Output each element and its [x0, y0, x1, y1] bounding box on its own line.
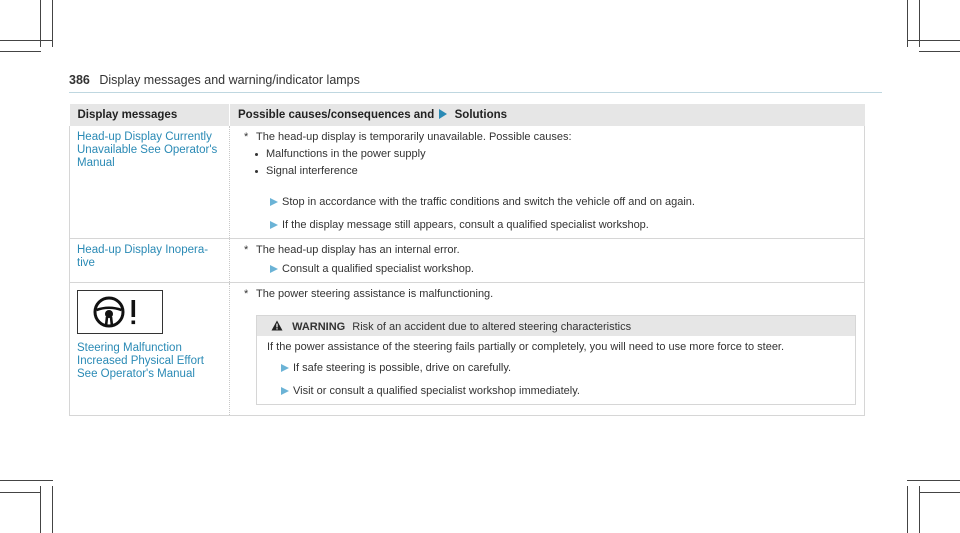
message-cell [70, 239, 230, 283]
table-row [70, 126, 865, 239]
action-arrow-icon [281, 364, 289, 372]
cause-item [244, 131, 856, 144]
solution-cell [230, 239, 865, 283]
header-rule [69, 92, 882, 93]
page-header [69, 73, 360, 87]
action-arrow-icon [270, 198, 278, 206]
table-header-row [70, 104, 865, 126]
action-text: If safe steering is possible, drive on carefully. [293, 362, 512, 374]
column-header-solutions: Solutions [454, 109, 508, 121]
bullet-icon [255, 153, 258, 156]
asterisk-icon: * [244, 244, 249, 256]
action-text: Stop in accordance with the traffic conditions and switch the vehicle off and on again. [282, 196, 695, 208]
column-header-display-messages: Display messages [70, 104, 230, 126]
message-cell [70, 126, 230, 239]
table-row [70, 283, 865, 416]
cause-item [244, 288, 856, 301]
page-title: Display messages and warning/indicator lamps [99, 73, 360, 87]
asterisk-icon: * [244, 288, 249, 300]
steering-wheel-warning-icon [77, 290, 163, 334]
warning-text: If the power assistance of the steering fails partially or completely, you will need to use more force to steer. [267, 341, 785, 353]
crop-mark [0, 492, 41, 493]
action-text: If the display message still appears, consult a qualified specialist workshop. [282, 219, 649, 231]
action-arrow-icon [281, 387, 289, 395]
crop-mark [919, 492, 960, 493]
message-link-hud-unavailable[interactable]: Head-up Display Currently Unavailable See Operator's Manual [77, 131, 218, 169]
cause-text: The head-up display has an internal error. [256, 244, 460, 256]
action-arrow-icon [270, 265, 278, 273]
bullet-item [244, 165, 856, 178]
bullet-item [244, 148, 856, 161]
asterisk-icon: * [244, 131, 249, 143]
crop-mark [919, 486, 920, 533]
bullet-icon [255, 170, 258, 173]
cause-text: The power steering assistance is malfunctioning. [256, 288, 494, 300]
message-link-steering-malfunction[interactable]: Steering Malfunction Increased Physical Effort See Operator's Manual [77, 342, 204, 380]
crop-mark [907, 486, 908, 533]
message-cell [70, 283, 230, 416]
crop-mark [919, 51, 960, 52]
warning-label: WARNING [292, 321, 346, 333]
warning-title: Risk of an accident due to altered steering characteristics [352, 321, 632, 333]
action-text: Visit or consult a qualified specialist workshop immediately. [293, 385, 580, 397]
warning-triangle-icon [271, 320, 283, 334]
action-arrow-icon [270, 221, 278, 229]
action-step [267, 362, 845, 375]
bullet-text: Signal interference [266, 165, 358, 177]
message-link-hud-inoperative[interactable]: Head-up Display Inopera-tive [77, 244, 209, 269]
warning-header [257, 316, 855, 336]
crop-mark [0, 40, 53, 41]
solution-cell [230, 283, 865, 416]
solution-arrow-icon [439, 109, 447, 119]
page-number: 386 [69, 73, 90, 87]
crop-mark [907, 480, 960, 481]
warning-body [257, 336, 855, 404]
display-messages-table [69, 104, 865, 416]
warning-box [256, 315, 856, 405]
crop-mark [0, 480, 53, 481]
cause-item [244, 244, 856, 257]
crop-mark [907, 40, 960, 41]
cause-text: The head-up display is temporarily unavailable. Possible causes: [256, 131, 572, 143]
solution-cell [230, 126, 865, 239]
action-step [267, 385, 845, 398]
column-header-causes: Possible causes/consequences and [238, 109, 435, 121]
action-step [244, 196, 856, 209]
action-step [244, 219, 856, 232]
action-step [244, 263, 856, 276]
bullet-text: Malfunctions in the power supply [266, 148, 426, 160]
crop-mark [52, 486, 53, 533]
action-text: Consult a qualified specialist workshop. [282, 263, 474, 275]
column-header-causes-solutions [230, 104, 865, 126]
table-row [70, 239, 865, 283]
crop-mark [40, 486, 41, 533]
crop-mark [0, 51, 41, 52]
